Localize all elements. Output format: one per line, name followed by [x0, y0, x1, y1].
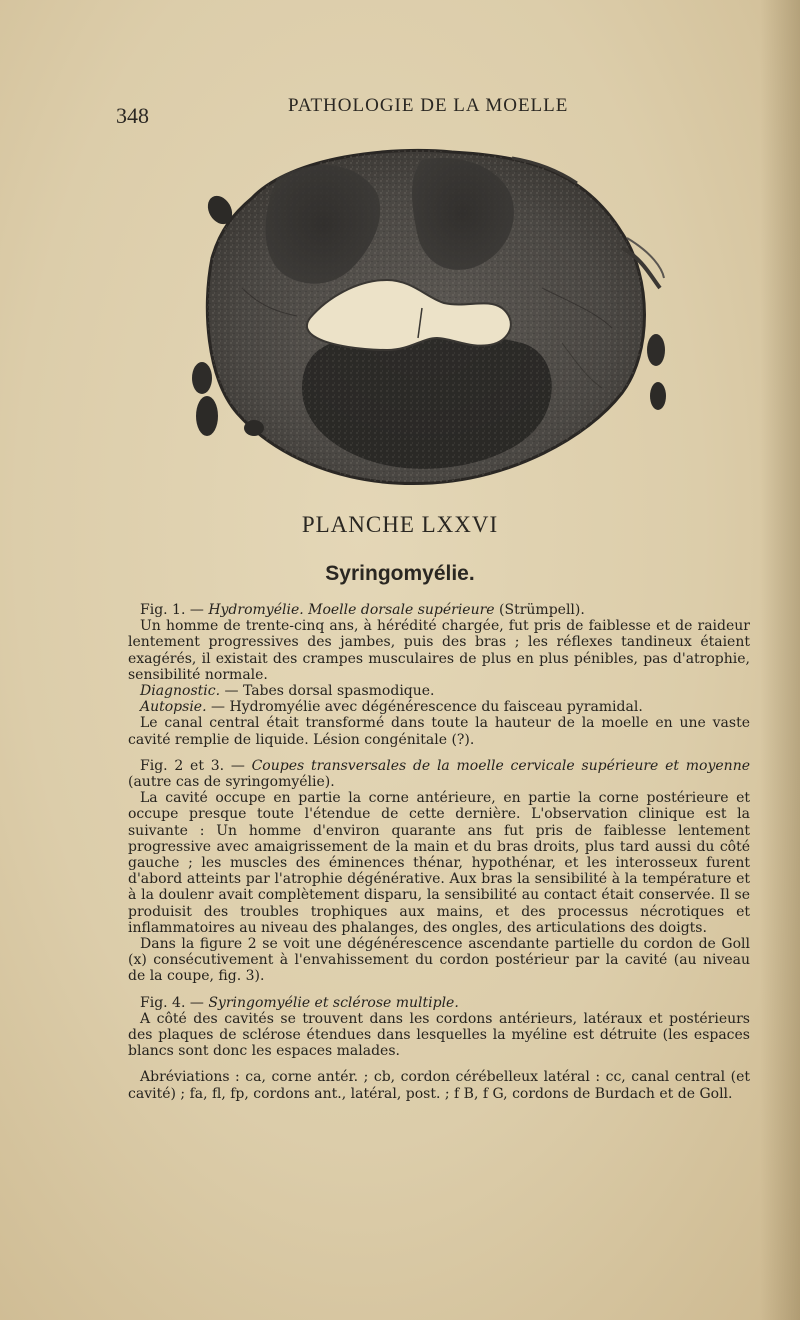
fig23-label: Fig. 2 et 3. — [140, 757, 252, 774]
fig23-caption [128, 758, 750, 790]
fig2-paragraph: Dans la figure 2 se voit une dégénérescence ascendante partielle du cordon de Goll (x) consécutivement à l'envahissement du cordon postérieur par la cavité (au niveau de la coupe, fig. 3). [128, 936, 750, 985]
spinal-cord-cross-section-illustration [182, 138, 672, 493]
autopsy-paragraph [128, 699, 750, 715]
nerve-root-left-4 [244, 420, 264, 436]
diagnostic-label: Diagnostic. [140, 683, 221, 700]
fig1-paragraph: Un homme de trente-cinq ans, à hérédité chargée, fut pris de faiblesse et de raideur lentement progressives des jambes, puis des bras ; les réflexes tandineux étaient exagérés, il existait des crampes musculaires de plus en plus pénibles, pas d'atrophie, sensibilité normale. [128, 618, 750, 683]
spinal-cord-figure [182, 138, 672, 493]
plate-subtitle: Syringomyélie. [325, 562, 475, 585]
fig4-paragraph: A côté des cavités se trouvent dans les cordons antérieurs, latéraux et postérieurs des plaques de sclérose étendues dans lesquelles la myéline est détruite (les espaces blancs sont donc les espaces malades. [128, 1010, 750, 1060]
autopsy-label: Autopsie. [140, 699, 207, 716]
fig1-after: (Strümpell). [494, 602, 585, 618]
fig4-italic: Syringomyélie et sclérose multiple. [208, 994, 459, 1011]
plate-title: PLANCHE LXXVI [301, 512, 499, 537]
nerve-root-right-1 [647, 334, 665, 366]
page-number: 348 [116, 103, 149, 128]
fig1-label: Fig. 1. — [140, 602, 209, 618]
abbreviations-paragraph: Abréviations : ca, corne antér. ; cb, cordon cérébelleux latéral : cc, canal central (et cavité) ; fa, fl, fp, cordons ant., latéral, post. ; f B, f G, cordons de Burdach et de Goll. [128, 1069, 750, 1102]
fig4-label: Fig. 4. — [140, 994, 209, 1011]
fig1-italic: Hydromyélie. Moelle dorsale supérieure [208, 602, 495, 618]
plate-description [128, 602, 750, 1102]
autopsy-text: — Hydromyélie avec dégénérescence du faisceau pyramidal. [206, 699, 643, 716]
fig1-conclusion-paragraph: Le canal central était transformé dans toute la hauteur de la moelle en une vaste cavité remplie de liquide. Lésion congénitale (?). [128, 715, 750, 748]
nerve-root-left-3 [196, 396, 218, 436]
page-header [116, 95, 756, 128]
nerve-root-right-2 [650, 382, 666, 410]
fig23-italic: Coupes transversales de la moelle cervicale supérieure et moyenne [251, 757, 750, 774]
diagnostic-text: — Tabes dorsal spasmodique. [220, 683, 435, 700]
diagnostic-paragraph [128, 683, 750, 699]
running-title: PATHOLOGIE DE LA MOELLE [288, 95, 569, 116]
fig23-after: (autre cas de syringomyélie). [128, 774, 335, 791]
fig23-paragraph: La cavité occupe en partie la corne antérieure, en partie la corne postérieure et occupe presque toute l'étendue de cette dernière. L'observation clinique est la suivante : Un homme d'environ quarante ans fut pris de faiblesse lentement progressive avec amaigrissement de la main et du bras droits, plus tard aussi du côté gauche ; les muscles des éminences thénar, hypothénar, et les interosseux furent d'abord atteints par l'atrophie dégénérative. Aux bras la sensibilité à la température et à la doulenr avait complètement disparu, la sensibilité au contact était conservée. Il se produisit des troubles trophiques aux mains, et des processus nécrotiques et inflammatoires au niveau des phalanges, des ongles, des articulations des doigts. [128, 790, 750, 936]
fig4-caption [128, 995, 750, 1011]
fig1-caption [128, 602, 750, 618]
nerve-root-left-2 [192, 362, 212, 394]
